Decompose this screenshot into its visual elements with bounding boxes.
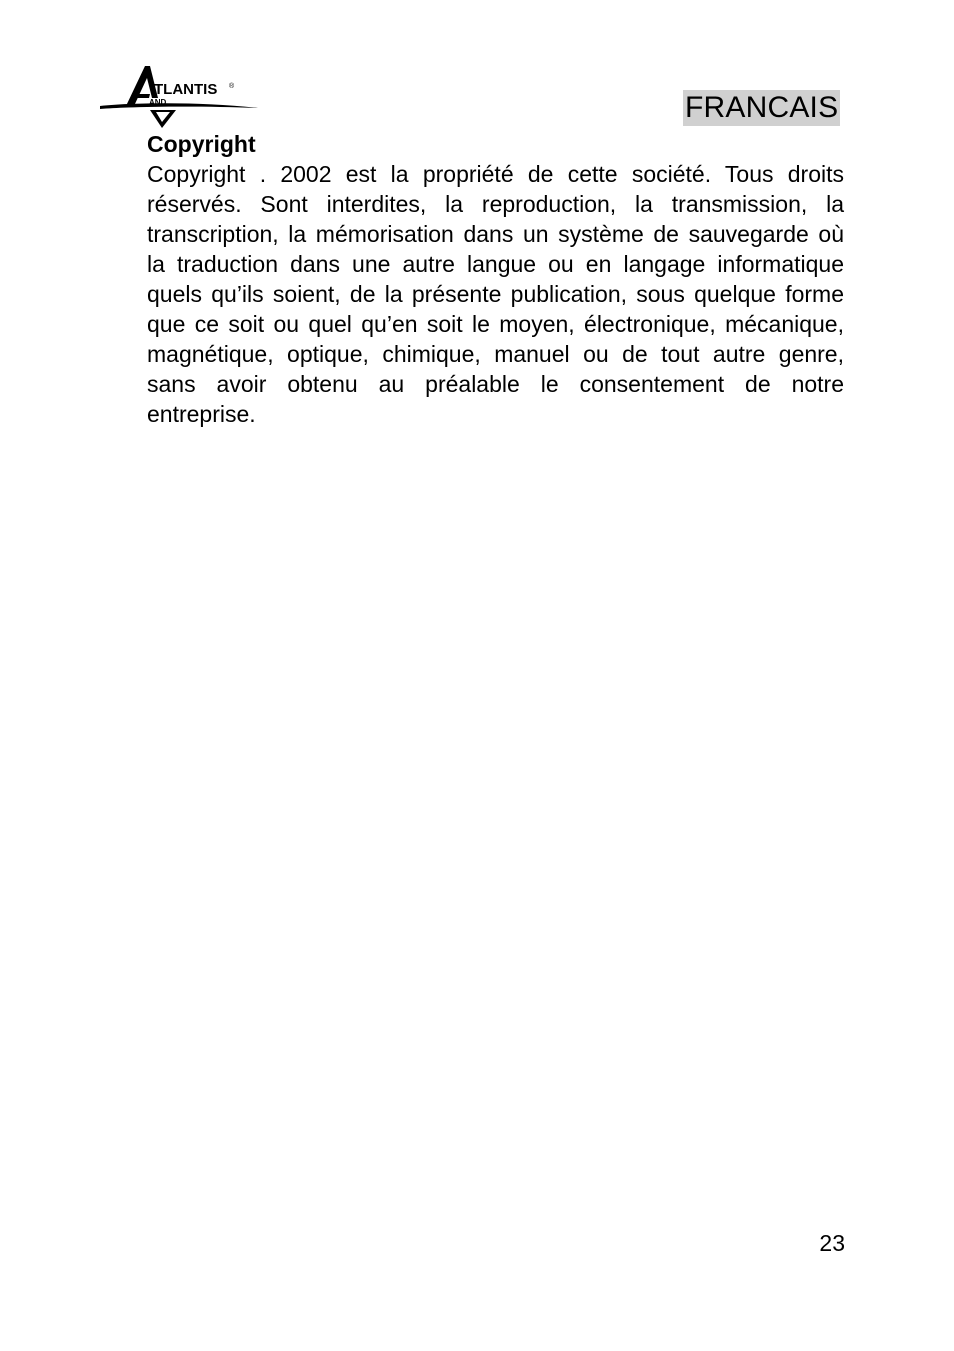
- copyright-body-text: Copyright . 2002 est la propriété de cette société. Tous droits réservés. Sont interdites, la reproduction, la transmission, la transcription, la mémorisation dans un système de sauvegarde où la traduction dans une autre langue ou en langage informatique quels qu’ils soient, de la présente publication, sous quelque forme que ce soit ou quel qu’en soit le moyen, électronique, mécanique, magnétique, optique, chimique, manuel ou de tout autre genre, sans avoir obtenu au préalable le consentement de notre entreprise.: [147, 161, 844, 427]
- logo-brand-text: TLANTIS: [154, 81, 218, 98]
- page-number: 23: [819, 1230, 845, 1256]
- atlantis-land-logo-icon: [98, 62, 260, 134]
- language-label: FRANCAIS: [685, 91, 839, 124]
- logo-sub-text: AND: [149, 98, 167, 107]
- copyright-section: [147, 129, 844, 429]
- logo-registered-mark: ®: [229, 83, 235, 90]
- section-heading: Copyright: [147, 131, 256, 157]
